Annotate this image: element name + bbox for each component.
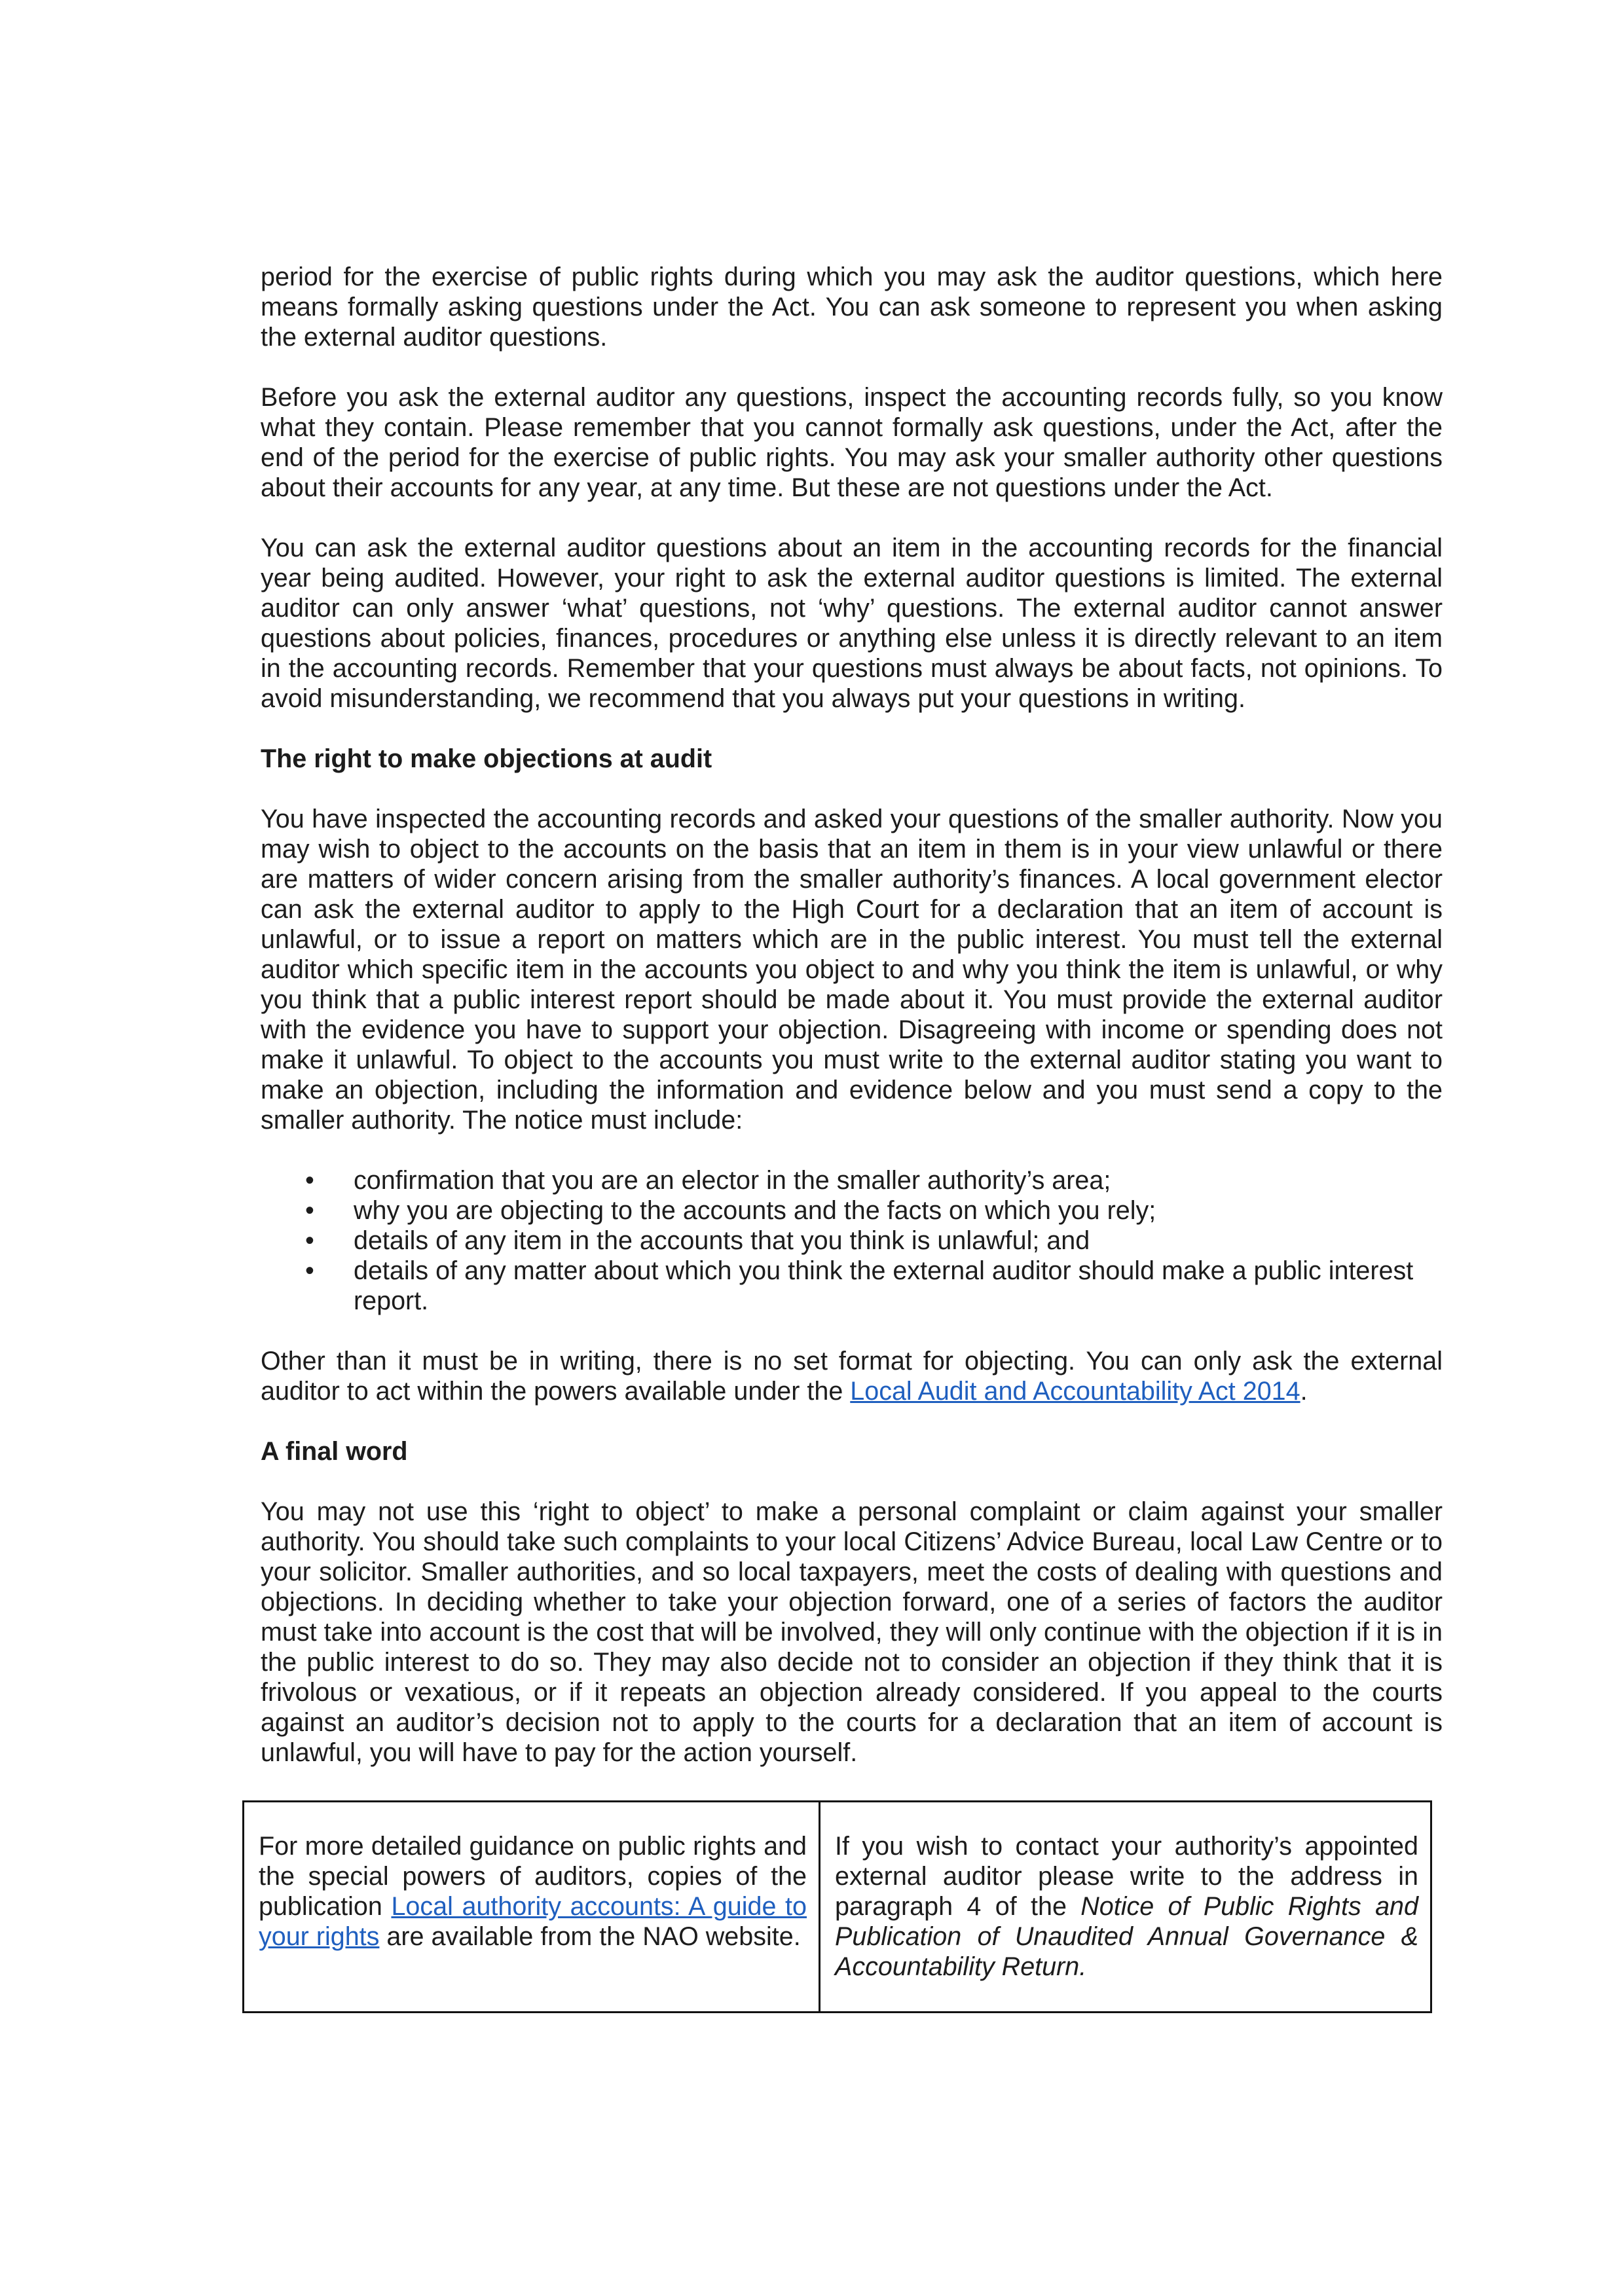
format-text-end: . — [1300, 1377, 1308, 1406]
guidance-nao-text-end: are available from the NAO website. — [379, 1922, 801, 1951]
act-2014-link[interactable]: Local Audit and Accountability Act 2014 — [850, 1377, 1300, 1406]
paragraph-objection-format — [261, 1346, 1443, 1406]
guidance-nao-text: For more detailed guidance on public rights and the special powers of auditors, copies of the publication — [259, 1832, 807, 1921]
objection-notice-list — [261, 1165, 1443, 1316]
contact-text: If you wish to contact your authority’s appointed external auditor please write to the address in paragraph 4 of the — [835, 1832, 1418, 1921]
list-item: • details of any matter about which you think the external auditor should make a public interest report. — [261, 1256, 1443, 1316]
paragraph-inspect-first: Before you ask the external auditor any questions, inspect the accounting records fully, so you know what they contain. Please remember that you cannot formally ask questions, under the Act, after the end of the period for the exercise of public rights. You may ask your smaller authority other questions about their accounts for any year, at any time. But these are not questions under the Act. — [261, 383, 1443, 502]
list-item: • details of any item in the accounts that you think is unlawful; and — [261, 1226, 1443, 1256]
list-item: • why you are objecting to the accounts and the facts on which you rely; — [261, 1195, 1443, 1226]
paragraph-question-limits: You can ask the external auditor questions about an item in the accounting records for the financial year being audited. However, your right to ask the external auditor questions is limited. The external auditor can only answer ‘what’ questions, not ‘why’ questions. The external auditor cannot answer questions about policies, finances, procedures or anything else unless it is directly relevant to an item in the accounting records. Remember that your questions must always be about facts, not opinions. To avoid misunderstanding, we recommend that you always put your questions in writing. — [261, 534, 1443, 713]
document-page — [261, 262, 1443, 1768]
paragraph-objections-intro: You have inspected the accounting records and asked your questions of the smaller authority. Now you may wish to object to the accounts on the basis that an item in them is in your view unlawful or there are matters of wider concern arising from the smaller authority’s finances. A local government elector can ask the external auditor to apply to the High Court for a declaration that an item of account is unlawful, or to issue a report on matters which are in the public interest. You must tell the external auditor which specific item in the accounts you object to and why you think the item is unlawful, or why you think that a public interest report should be made about it. You must provide the external auditor with the evidence you have to support your objection. Disagreeing with income or spending does not make it unlawful. To object to the accounts you must write to the external auditor stating you want to make an objection, including the information and evidence below and you must send a copy to the smaller authority. The notice must include: — [261, 805, 1443, 1135]
heading-final-word: A final word — [261, 1437, 408, 1466]
guide-to-your-rights-link[interactable]: Local authority accounts: A guide to your rights — [259, 1892, 807, 1951]
guidance-box — [242, 1800, 1432, 2013]
guidance-cell-nao — [244, 1802, 820, 2011]
paragraph-final-word: You may not use this ‘right to object’ to make a personal complaint or claim against your smaller authority. You should take such complaints to your local Citizens’ Advice Bureau, local Law Centre or to your solicitor. Smaller authorities, and so local taxpayers, meet the costs of dealing with questions and objections. In deciding whether to take your objection forward, one of a series of factors the auditor must take into account is the cost that will be involved, they will only continue with the objection if it is in the public interest to do so. They may also decide not to consider an objection if they think that it is frivolous or vexatious, or if it repeats an objection already considered. If you appeal to the courts against an auditor’s decision not to apply to the courts for a declaration that an item of account is unlawful, you will have to pay for the action yourself. — [261, 1497, 1443, 1767]
format-text: Other than it must be in writing, there is no set format for objecting. You can only ask the external auditor to act within the powers available under the — [261, 1347, 1443, 1406]
list-item: • confirmation that you are an elector in the smaller authority’s area; — [261, 1165, 1443, 1195]
paragraph-questions-period: period for the exercise of public rights during which you may ask the auditor questions, which here means formally asking questions under the Act. You can ask someone to represent you when asking the external auditor questions. — [261, 263, 1443, 352]
guidance-cell-contact — [820, 1802, 1430, 2011]
heading-objections: The right to make objections at audit — [261, 744, 712, 773]
notice-title: Notice of Public Rights and Publication of Unaudited Annual Governance & Accountability Return. — [835, 1892, 1418, 1981]
